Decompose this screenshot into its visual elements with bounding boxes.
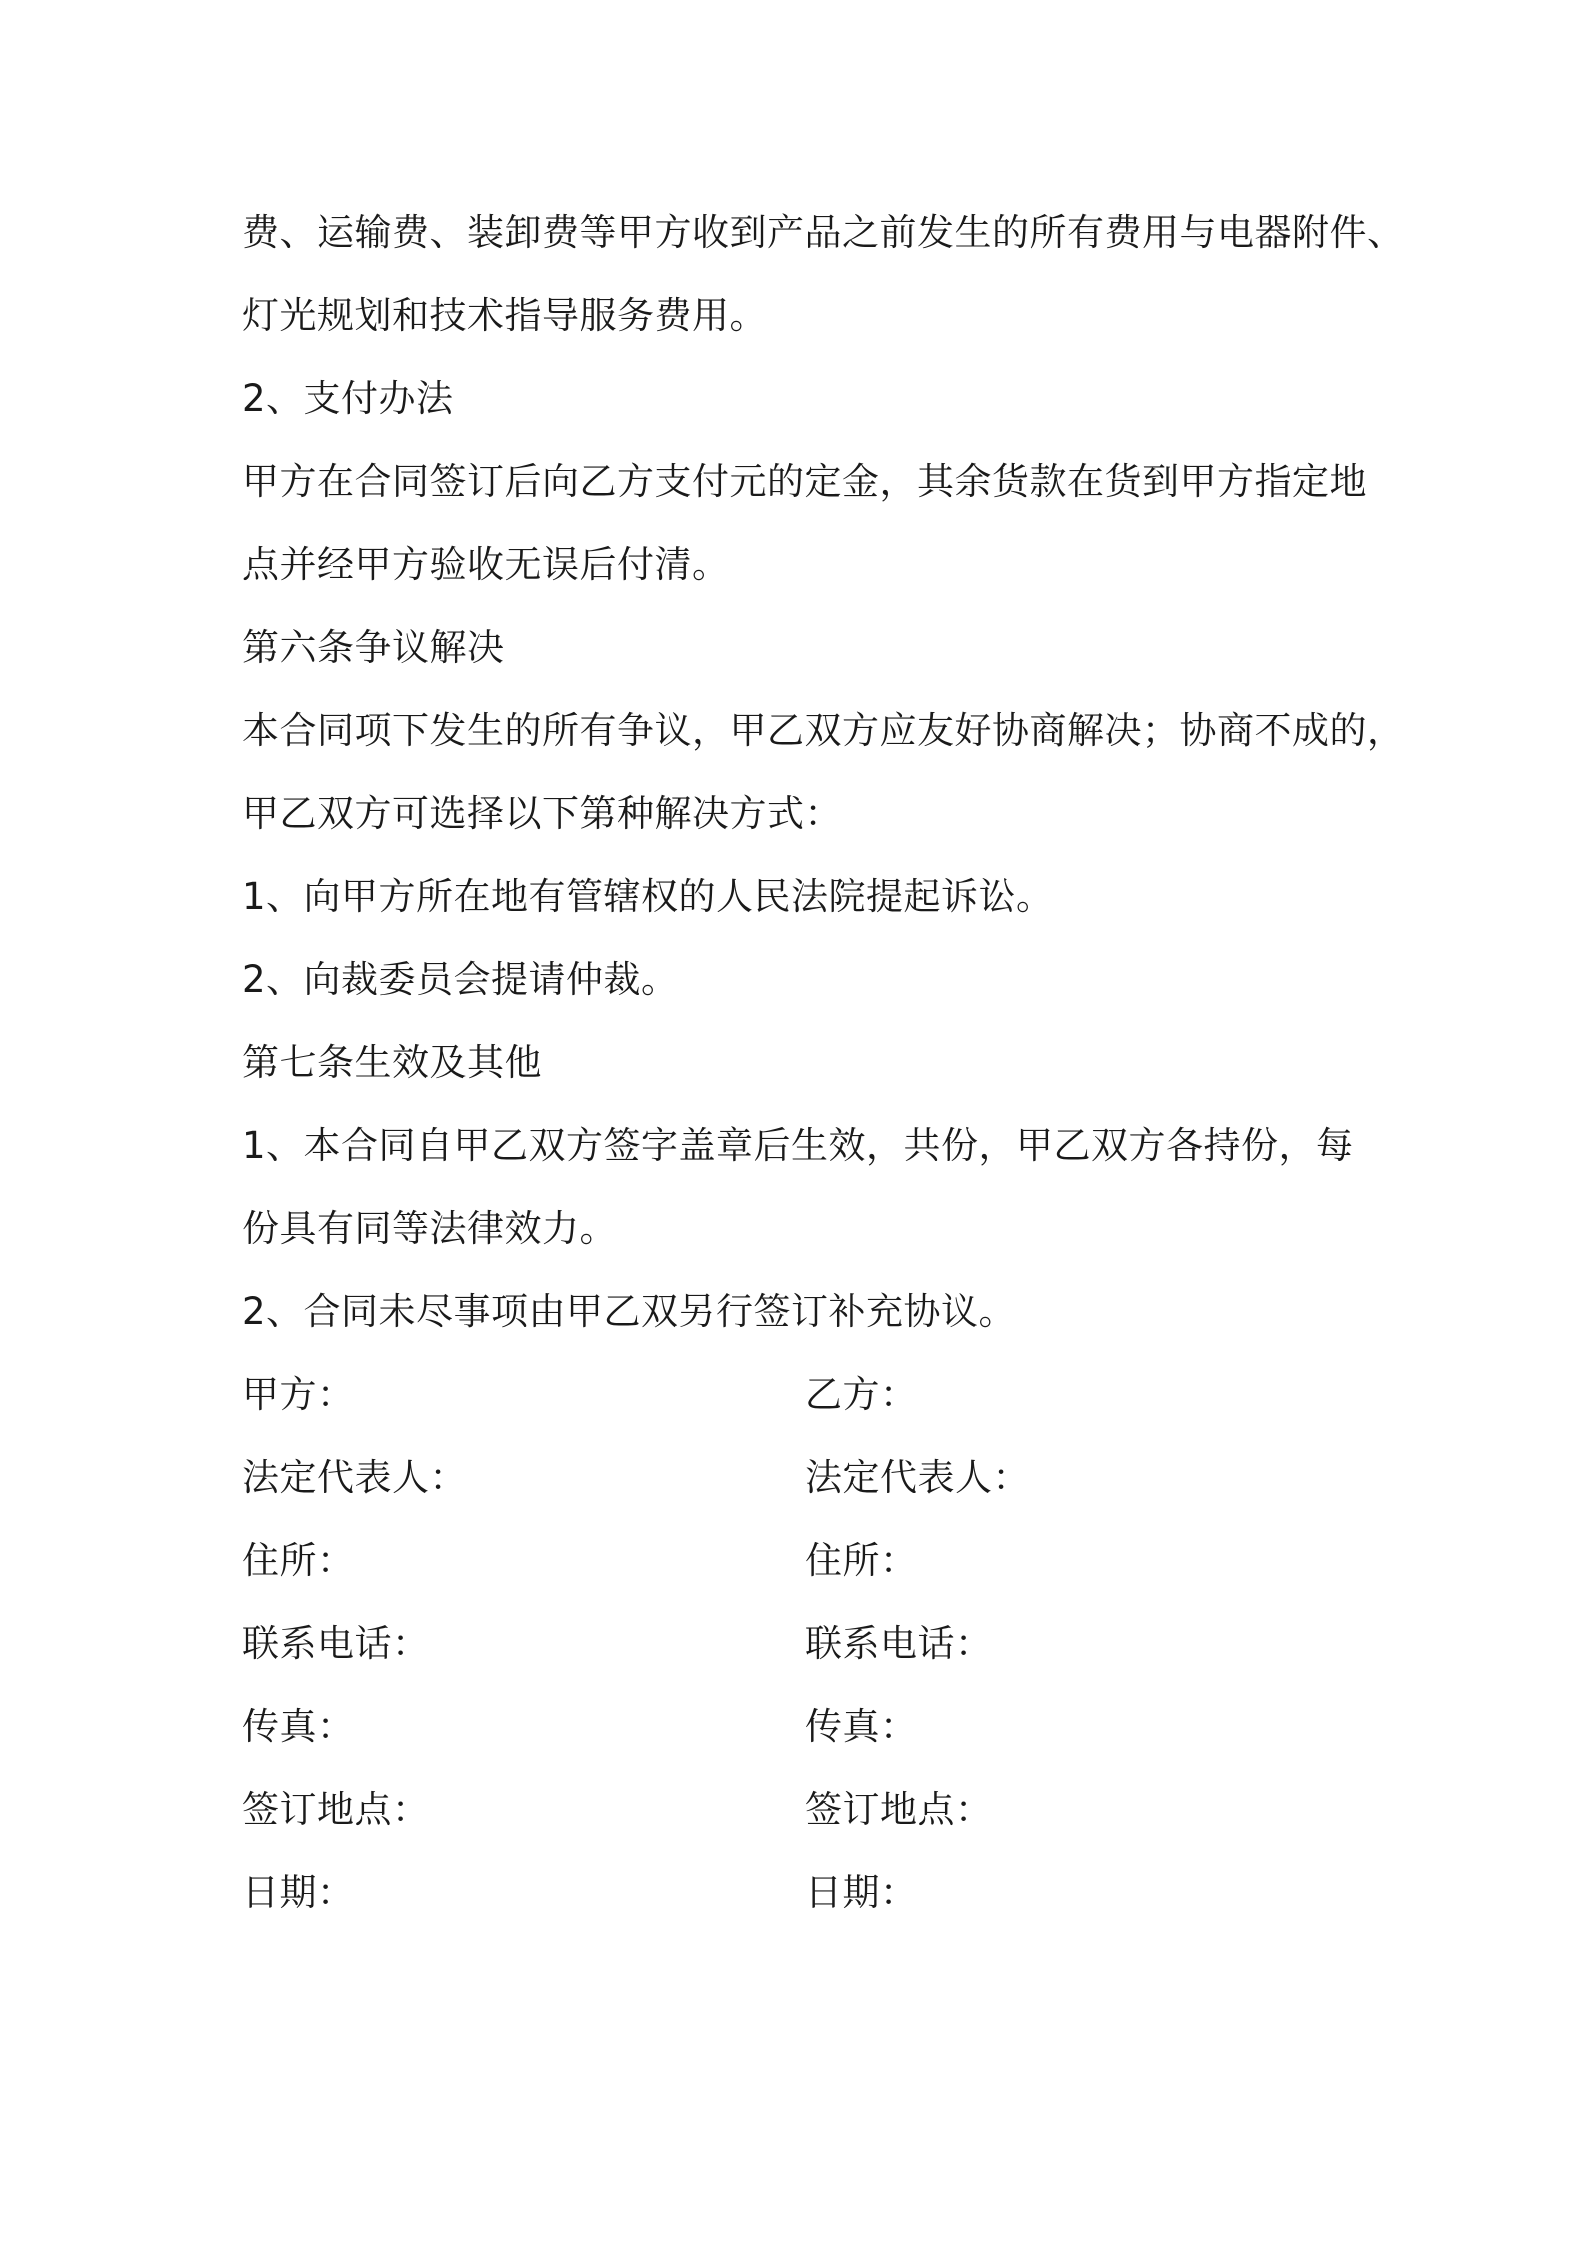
party-b-label: 乙方： <box>805 1373 918 1416</box>
paragraph-fees-end: 灯光规划和技术指导服务费用。 <box>242 294 767 337</box>
party-a-legal-rep: 法定代表人： <box>242 1456 467 1499</box>
dispute-option-arbitration: 2、向裁委员会提请仲裁。 <box>242 958 679 1001</box>
party-b-date: 日期： <box>805 1871 918 1914</box>
party-a-label: 甲方： <box>242 1373 355 1416</box>
paragraph-fees-continued: 费、运输费、装卸费等甲方收到产品之前发生的所有费用与电器附件、 <box>242 211 1405 254</box>
party-b-address: 住所： <box>805 1539 918 1582</box>
party-b-fax: 传真： <box>805 1705 918 1748</box>
party-a-date: 日期： <box>242 1871 355 1914</box>
heading-article-6: 第六条争议解决 <box>242 626 505 669</box>
party-a-address: 住所： <box>242 1539 355 1582</box>
paragraph-dispute-1: 本合同项下发生的所有争议，甲乙双方应友好协商解决；协商不成的， <box>242 709 1405 752</box>
party-b-legal-rep: 法定代表人： <box>805 1456 1030 1499</box>
heading-payment-method: 2、支付办法 <box>242 377 454 420</box>
paragraph-supplement: 2、合同未尽事项由甲乙双另行签订补充协议。 <box>242 1290 1017 1333</box>
dispute-option-litigation: 1、向甲方所在地有管辖权的人民法院提起诉讼。 <box>242 875 1054 918</box>
party-a-signing-place: 签订地点： <box>242 1788 430 1831</box>
heading-article-7: 第七条生效及其他 <box>242 1041 542 1084</box>
paragraph-effect-1: 1、本合同自甲乙双方签字盖章后生效，共份，甲乙双方各持份，每 <box>242 1124 1354 1167</box>
paragraph-dispute-2: 甲乙双方可选择以下第种解决方式： <box>242 792 842 835</box>
paragraph-effect-2: 份具有同等法律效力。 <box>242 1207 617 1250</box>
paragraph-payment-1: 甲方在合同签订后向乙方支付元的定金，其余货款在货到甲方指定地 <box>242 460 1367 503</box>
paragraph-payment-2: 点并经甲方验收无误后付清。 <box>242 543 730 586</box>
party-b-signing-place: 签订地点： <box>805 1788 993 1831</box>
party-a-fax: 传真： <box>242 1705 355 1748</box>
party-b-phone: 联系电话： <box>805 1622 993 1665</box>
party-a-phone: 联系电话： <box>242 1622 430 1665</box>
